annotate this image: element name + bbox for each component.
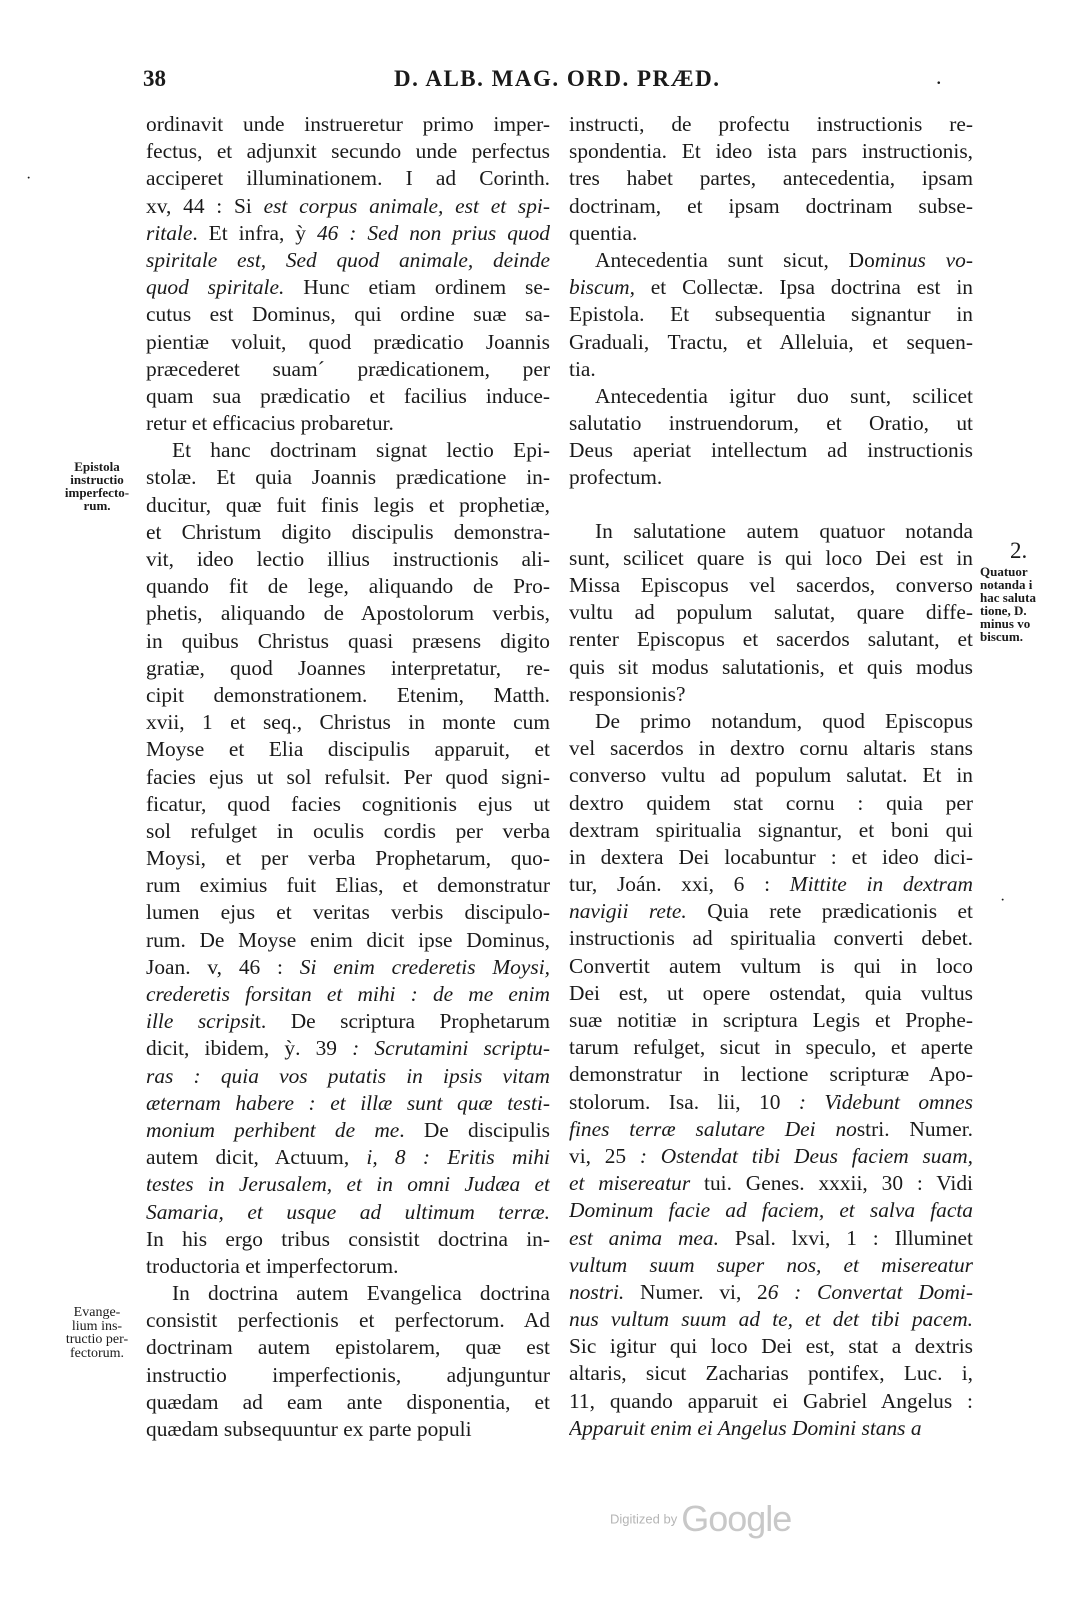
- italic-run: vultum suum super nos, et misereatur: [569, 1252, 973, 1277]
- text-line: tia.: [569, 356, 596, 381]
- text-line: nostri. Numer. vi, 26 : Convertat Domi-: [569, 1279, 973, 1304]
- text-line: In his ergo tribus consistit doctrina in-: [146, 1226, 550, 1251]
- text-line: dextram spiritualia signantur, et boni qui: [569, 817, 973, 842]
- text-line: in dextera Dei locabuntur : et ideo dici-: [569, 844, 973, 869]
- margin-note-line: imperfecto-: [64, 485, 130, 500]
- text-line: quando fit de lege, aliquando de Pro-: [146, 574, 550, 599]
- italic-run: Mittite in dextram: [789, 872, 973, 897]
- text-line: Moysi, et per verba Prophetarum, quo-: [146, 846, 550, 871]
- margin-note-line: minus vo: [980, 616, 1031, 631]
- text-line: tarum refulget, sicut in speculo, et aperte: [569, 1035, 973, 1060]
- text-line: consistit perfectionis et perfectorum. Ad: [146, 1308, 550, 1333]
- text-line: biscum, et Collectæ. Ipsa doctrina est in: [569, 275, 973, 300]
- text-line: Dei est, ut opere ostendat, quia vultus: [569, 980, 973, 1005]
- text-line: stolæ. Et quia Joannis prædicatione in-: [146, 465, 550, 490]
- italic-run: crederetis forsitan et mihi : de me enim: [146, 982, 550, 1006]
- text-line: acciperet illuminationem. I ad Corinth.: [146, 166, 550, 191]
- text-line: Convertit autem vultum is qui in loco: [569, 953, 973, 978]
- text-line: vel sacerdos in dextro cornu altaris stans: [569, 736, 973, 761]
- section-number: 2.: [1010, 538, 1028, 563]
- text-line: ordinavit unde instrueretur primo imper-: [146, 112, 550, 136]
- text-line: sunt, scilicet quare is qui loco Dei est in: [569, 545, 973, 570]
- text-line: autem dicit, Actuum, i, 8 : Eritis mihi: [146, 1145, 550, 1170]
- text-line: Graduali, Tractu, et Alleluia, et sequen-: [569, 329, 973, 354]
- text-line: Sic igitur qui loco Dei est, stat a dextris: [569, 1334, 973, 1359]
- digitized-by-text: Digitized by: [610, 1511, 678, 1527]
- text-line: dextro quidem stat cornu : quia per: [569, 790, 973, 815]
- italic-run: Samaria, et usque ad ultimum terræ.: [146, 1199, 550, 1224]
- italic-run: monium perhibent de me: [146, 1117, 400, 1142]
- margin-note-evangelium: [50, 1306, 144, 1360]
- text-line: gratiæ, quod Joannes interpretatur, re-: [146, 655, 550, 680]
- margin-note-quatuor: [980, 537, 1067, 643]
- text-line: vit, ideo lectio illius instructionis ali-: [146, 547, 550, 571]
- text-line: phetis, aliquando de Apostolorum verbis,: [146, 601, 550, 626]
- text-line: instructio imperfectionis, adjunguntur: [146, 1362, 550, 1387]
- text-line: cipit demonstrationem. Etenim, Matth.: [146, 682, 550, 707]
- stray-dot: ·: [1000, 892, 1006, 909]
- text-line: demonstratur in lectione scripturæ Apo-: [569, 1062, 973, 1087]
- text-line: In doctrina autem Evangelica doctrina: [172, 1281, 550, 1306]
- text-line: spondentia. Et ideo ista pars instructionis,: [569, 139, 973, 164]
- text-line: ritale. Et infra, ỳ 46 : Sed non prius quod: [146, 220, 550, 245]
- text-line: vi, 25 : Ostendat tibi Deus faciem suam,: [569, 1143, 973, 1168]
- text-line: De primo notandum, quod Episcopus: [595, 708, 973, 733]
- italic-run: ras : quia vos putatis in ipsis vitam: [146, 1063, 550, 1088]
- text-line: ducitur, quæ fuit finis legis et prophetiæ,: [146, 492, 550, 517]
- text-line: renter Episcopus et sacerdos salutant, et: [569, 627, 973, 652]
- right-column: [569, 111, 973, 1442]
- text-line: stolorum. Isa. lii, 10 : Videbunt omnes: [569, 1089, 973, 1114]
- text-line: instructionis ad spiritualia converti debet.: [569, 926, 973, 951]
- italic-run: : Scrutamini scriptu-: [337, 1036, 550, 1061]
- text-line: cutus est Dominus, qui ordine suæ sa-: [146, 302, 550, 327]
- text-line: et misereatur tui. Genes. xxxii, 30 : Vidi: [569, 1171, 973, 1196]
- text-line: in quibus Christus quasi præsens digito: [146, 628, 550, 653]
- text-line: tres habet partes, antecedentia, ipsam: [569, 166, 973, 191]
- text-line: ille scripsit. De scriptura Prophetarum: [146, 1009, 550, 1034]
- text-line: converso vultu ad populum salutat. Et in: [569, 763, 973, 788]
- text-line: dicit, ibidem, ỳ. 39 : Scrutamini scriptu-: [146, 1036, 550, 1061]
- text-line: ficatur, quod facies cognitionis ejus ut: [146, 791, 550, 816]
- text-line: [569, 1415, 973, 1442]
- text-line: [146, 247, 550, 274]
- italic-run: spiritale est, Sed quod animale, deinde: [146, 247, 550, 272]
- text-line: salutatio instruendorum, et Oratio, ut: [569, 411, 973, 436]
- text-line: quædam ad eam ante disponentia, et: [146, 1389, 550, 1414]
- paragraph-gap: [569, 492, 973, 518]
- text-line: quis sit modus salutationis, et quis modus: [569, 654, 973, 679]
- text-line: rum. De Moyse enim dicit ipse Dominus,: [146, 927, 550, 952]
- text-line: [569, 1197, 973, 1224]
- text-line: Joan. v, 46 : Si enim crederetis Moysi,: [146, 954, 550, 979]
- italic-run: nus vultum suum ad te, et det tibi pacem.: [569, 1307, 973, 1332]
- google-logo: Google: [681, 1498, 792, 1539]
- text-line: Moyse et Elia discipulis apparuit, et: [146, 737, 550, 762]
- italic-run: 46 : Sed non prius quod: [306, 220, 550, 245]
- italic-run: 6 : Convertat Domi-: [767, 1279, 973, 1304]
- italic-run: : Ostendat tibi Deus faciem suam,: [626, 1143, 973, 1168]
- text-line: troductoria et imperfectorum.: [146, 1253, 399, 1278]
- text-line: præcederet suam´ prædicationem, per: [146, 356, 550, 381]
- text-line: pientiæ voluit, quod prædicatio Joannis: [146, 329, 550, 354]
- margin-note-line: Epistola: [74, 459, 120, 474]
- text-line: [569, 1306, 973, 1333]
- text-line: doctrinam autem epistolarem, quæ est: [146, 1335, 550, 1360]
- text-line: fectus, et adjunxit secundo unde perfectus: [146, 139, 550, 164]
- text-line: monium perhibent de me. De discipulis: [146, 1117, 550, 1142]
- text-line: responsionis?: [569, 681, 686, 706]
- text-line: est anima mea. Psal. lxvi, 1 : Illuminet: [569, 1225, 973, 1250]
- text-line: In salutatione autem quatuor notanda: [595, 518, 973, 543]
- margin-note-line: lium ins-: [71, 1318, 123, 1334]
- header-dot: .: [936, 64, 942, 89]
- italic-run: : Videbunt omnes: [798, 1089, 973, 1114]
- margin-note-line: biscum.: [980, 629, 1023, 644]
- italic-run: ritale: [146, 220, 193, 245]
- text-line: quam sua prædicatio et facilius induce-: [146, 383, 550, 408]
- stray-dot: ·: [26, 170, 32, 187]
- italic-run: nostri.: [569, 1279, 625, 1304]
- text-line: altaris, sicut Zacharias pontifex, Luc. i,: [569, 1361, 973, 1386]
- text-line: Antecedentia sunt sicut, Dominus vo-: [595, 247, 973, 272]
- page-header: [0, 66, 1067, 96]
- margin-note-line: tione, D.: [980, 603, 1027, 618]
- text-line: [146, 1063, 550, 1090]
- text-line: Et hanc doctrinam signat lectio Epi-: [172, 438, 550, 463]
- italic-run: ille scripsi: [146, 1009, 255, 1034]
- italic-run: minus vo-: [874, 247, 973, 272]
- text-line: quentia.: [569, 220, 638, 245]
- italic-run: quod spiritale.: [146, 275, 285, 300]
- text-line: quod spiritale. Hunc etiam ordinem se-: [146, 275, 550, 300]
- text-line: 11, quando apparuit ei Gabriel Angelus :: [569, 1388, 973, 1413]
- page-number: 38: [143, 66, 166, 91]
- text-line: suæ notitiæ in scriptura Legis et Prophe-: [569, 1008, 973, 1032]
- text-line: Epistola. Et subsequentia signantur in: [569, 302, 973, 327]
- margin-note-epistola: [52, 460, 142, 512]
- italic-run: i, 8 : Eritis mihi: [366, 1145, 550, 1170]
- text-line: [146, 1171, 550, 1198]
- running-title: D. ALB. MAG. ORD. PRÆD.: [394, 66, 721, 91]
- margin-note-line: fectorum.: [69, 1345, 125, 1361]
- text-line: [146, 1199, 550, 1226]
- margin-note-line: tructio per-: [65, 1332, 129, 1347]
- digitized-footer: [610, 1498, 791, 1540]
- italic-run: Dominum facie ad faciem, et salva facta: [569, 1198, 973, 1223]
- text-line: Deus aperiat intellectum ad instructionis: [569, 438, 973, 463]
- text-line: navigii rete. Quia rete prædicationis et: [569, 899, 973, 924]
- text-line: instructi, de profectu instructionis re-: [569, 112, 973, 136]
- italic-run: æternam habere : et illæ sunt quæ testi-: [146, 1090, 550, 1115]
- margin-note-line: notanda i: [980, 577, 1033, 592]
- text-line: rum eximius fuit Elias, et demonstratur: [146, 873, 550, 898]
- text-line: retur et efficacius probaretur.: [146, 411, 394, 436]
- text-line: [146, 1090, 550, 1117]
- italic-run: Apparuit enim ei Angelus Domini stans a: [569, 1415, 922, 1440]
- margin-note-line: instructio: [70, 472, 124, 487]
- text-line: [146, 981, 550, 1008]
- italic-run: testes in Jerusalem, et in omni Judæa et: [146, 1172, 550, 1197]
- text-line: [569, 1252, 973, 1279]
- text-line: fines terræ salutare Dei nostri. Numer.: [569, 1116, 973, 1141]
- margin-note-line: Evange-: [73, 1305, 121, 1320]
- text-line: xvii, 1 et seq., Christus in monte cum: [146, 710, 550, 735]
- italic-run: est corpus animale, est et spi-: [251, 193, 550, 218]
- left-column: [146, 111, 550, 1443]
- italic-run: et misereatur: [569, 1171, 705, 1196]
- margin-note-line: Quatuor: [980, 564, 1028, 579]
- italic-run: fines terræ salutare Dei no: [569, 1116, 857, 1141]
- text-line: sol refulget in oculis cordis per verba: [146, 818, 550, 843]
- italic-run: biscum,: [569, 275, 651, 300]
- italic-run: navigii rete.: [569, 899, 687, 924]
- text-line: Antecedentia igitur duo sunt, scilicet: [595, 383, 973, 408]
- text-line: tur, Joán. xxi, 6 : Mittite in dextram: [569, 872, 973, 897]
- italic-run: Si enim crederetis Moysi,: [282, 954, 550, 979]
- text-line: facies ejus ut sol refulsit. Per quod signi-: [146, 764, 550, 789]
- italic-run: est anima mea.: [569, 1225, 735, 1250]
- text-line: quædam subsequuntur ex parte populi: [146, 1417, 472, 1441]
- text-line: doctrinam, et ipsam doctrinam subse-: [569, 193, 973, 218]
- text-line: Missa Episcopus vel sacerdos, converso: [569, 573, 973, 597]
- text-line: profectum.: [569, 465, 663, 490]
- text-line: vultu ad populum salutat, quare diffe-: [569, 600, 973, 625]
- margin-note-line: rum.: [83, 498, 111, 513]
- text-line: et Christum digito discipulis demonstra-: [146, 519, 550, 544]
- text-line: lumen ejus et veritas verbis discipulo-: [146, 900, 550, 925]
- text-line: xv, 44 : Si est corpus animale, est et spi-: [146, 193, 550, 218]
- margin-note-line: hac saluta: [980, 590, 1036, 605]
